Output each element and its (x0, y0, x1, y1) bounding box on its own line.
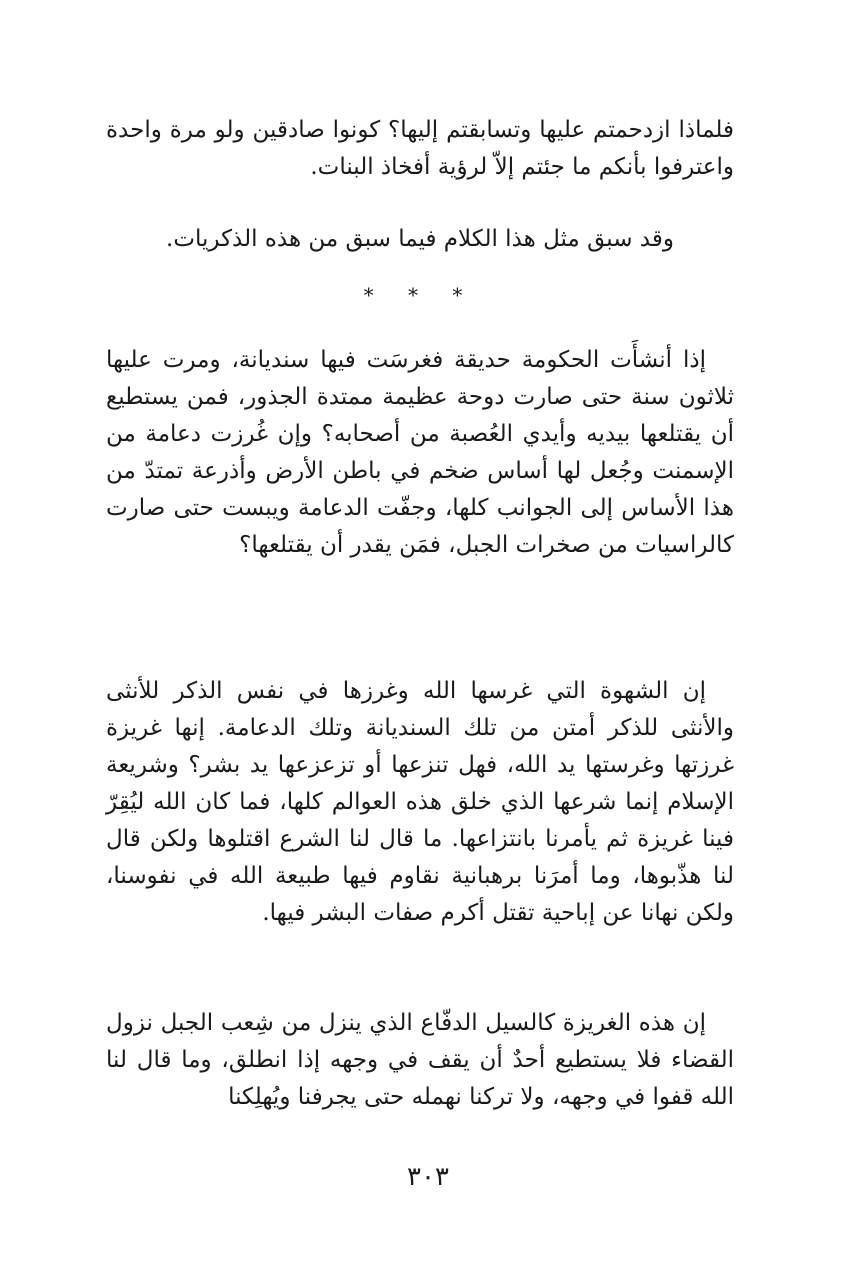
paragraph-4 (106, 673, 734, 932)
paragraph-3-text: إذا أنشأَت الحكومة حديقة فغرسَت فيها سنديانة، ومرت عليها ثلاثون سنة حتى صارت دوحة عظيمة ممتدة الجذور، فمن يستطيع أن يقتلعها بيديه وأيدي العُصبة من أصحابه؟ وإن غُرزت دعامة من الإسمنت وجُعل لها أساس ضخم في باطن الأرض وأذرعة تمتدّ من هذا الأساس إلى الجوانب كلها، وجفّت الدعامة ويبست حتى صارت كالراسيات من صخرات الجبل، فمَن يقدر أن يقتلعها؟ (106, 347, 734, 558)
paragraph-5 (106, 1005, 734, 1116)
page-number: ٣٠٣ (407, 1162, 449, 1192)
paragraph-3 (106, 342, 734, 564)
paragraph-5-text: إن هذه الغريزة كالسيل الدفّاع الذي ينزل من شِعب الجبل نزول القضاء فلا يستطيع أحدٌ أن يقف في وجهه إذا انطلق، وما قال لنا الله قفوا في وجهه، ولا تركنا نهمله حتى يجرفنا ويُهلِكنا (106, 1010, 734, 1110)
section-separator: * * * (363, 283, 477, 307)
paragraph-4-text: إن الشهوة التي غرسها الله وغرزها في نفس الذكر للأنثى والأنثى للذكر أمتن من تلك السنديانة وتلك الدعامة. إنها غريزة غرزتها وغرستها يد الله، فهل تنزعها أو تزعزعها يد بشر؟ وشريعة الإسلام إنما شرعها الذي خلق هذه العوالم كلها، فما كان الله ليُقِرّ فينا غريزة ثم يأمرنا بانتزاعها. ما قال لنا الشرع اقتلوها ولكن قال لنا هذّبوها، وما أمرَنا برهبانية نقاوم فيها طبيعة الله في نفوسنا، ولكن نهانا عن إباحية تقتل أكرم صفات البشر فيها. (106, 678, 734, 926)
paragraph-1: فلماذا ازدحمتم عليها وتسابقتم إليها؟ كونوا صادقين ولو مرة واحدة واعترفوا بأنكم ما جئتم إلاّ لرؤية أفخاذ البنات. (106, 117, 734, 180)
paragraph-2: وقد سبق مثل هذا الكلام فيما سبق من هذه الذكريات. (166, 226, 674, 252)
